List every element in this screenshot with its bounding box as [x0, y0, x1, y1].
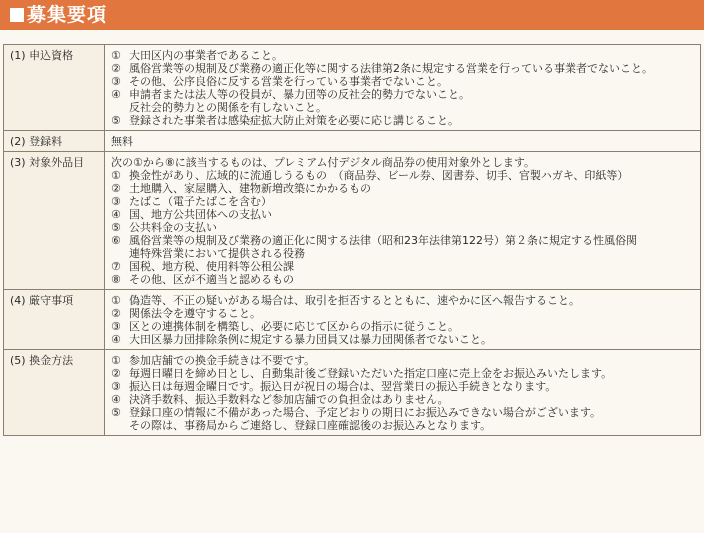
row-intro-text: 次の①から⑧に該当するものは、プレミアム付デジタル商品券の使用対象外とします。 — [111, 156, 535, 169]
list-item — [111, 333, 694, 346]
list-item — [111, 273, 694, 286]
item-text-line: 関係法令を遵守すること。 — [129, 307, 261, 320]
row-content — [105, 131, 701, 152]
item-text — [129, 367, 694, 380]
list-item — [111, 354, 694, 367]
item-text-line: 風俗営業等の規制及び業務の適正化に関する法律（昭和23年法律第122号）第２条に規定する性風俗関 — [129, 234, 637, 247]
item-number: ① — [111, 354, 121, 367]
row-label: (5) 換金方法 — [4, 350, 105, 436]
item-number: ⑤ — [111, 221, 121, 234]
table-row — [4, 350, 701, 436]
table-row — [4, 131, 701, 152]
item-number: ② — [111, 367, 121, 380]
item-text-line: 偽造等、不正の疑いがある場合は、取引を拒否するとともに、速やかに区へ報告すること。 — [129, 294, 580, 307]
item-number: ② — [111, 182, 121, 195]
item-text-line: 振込日は毎週金曜日です。振込日が祝日の場合は、翌営業日の振込手続きとなります。 — [129, 380, 557, 393]
item-text-line: 登録口座の情報に不備があった場合、予定どおりの期日にお振込みできない場合がございます。 — [129, 406, 602, 419]
item-text — [129, 307, 694, 320]
item-number: ⑤ — [111, 406, 121, 419]
list-item — [111, 406, 694, 432]
item-text — [129, 182, 694, 195]
square-bullet-icon — [10, 8, 24, 22]
row-label: (4) 厳守事項 — [4, 290, 105, 350]
item-number: ① — [111, 169, 121, 182]
list-item — [111, 234, 694, 260]
item-number: ③ — [111, 195, 121, 208]
list-item — [111, 380, 694, 393]
list-item — [111, 320, 694, 333]
item-text — [129, 380, 694, 393]
item-text — [129, 88, 694, 114]
item-text-line: 参加店舗での換金手続きは不要です。 — [129, 354, 316, 367]
row-content — [105, 152, 701, 290]
item-text — [129, 195, 694, 208]
table-row — [4, 152, 701, 290]
item-text-line: 大田区内の事業者であること。 — [129, 49, 283, 62]
item-text — [129, 393, 694, 406]
list-item — [111, 49, 694, 62]
item-number: ④ — [111, 333, 121, 346]
item-text-line: 公共料金の支払い — [129, 221, 217, 234]
list-item — [111, 182, 694, 195]
item-text-line: 風俗営業等の規制及び業務の適正化等に関する法律第2条に規定する営業を行っている事業者でないこと。 — [129, 62, 653, 75]
item-text — [129, 273, 694, 286]
row-label: (3) 対象外品目 — [4, 152, 105, 290]
section-title: 募集要項 — [27, 4, 108, 26]
row-content — [105, 290, 701, 350]
item-number: ⑧ — [111, 273, 121, 286]
list-item — [111, 294, 694, 307]
item-text-line: その他、公序良俗に反する営業を行っている事業者でないこと。 — [129, 75, 448, 88]
item-text-line: 国税、地方税、使用料等公租公課 — [129, 260, 294, 273]
item-text-line: 決済手数料、振込手数料など参加店舗での負担金はありません。 — [129, 393, 449, 406]
list-item — [111, 114, 694, 127]
item-text — [129, 333, 694, 346]
item-text-line: 国、地方公共団体への支払い — [129, 208, 272, 221]
item-text — [129, 234, 694, 260]
item-number: ③ — [111, 320, 121, 333]
item-text-line: 申請者または法人等の役員が、暴力団等の反社会的勢力でないこと。 — [129, 88, 470, 101]
list-item — [111, 169, 694, 182]
item-number: ④ — [111, 393, 121, 406]
item-number: ③ — [111, 380, 121, 393]
item-number: ④ — [111, 208, 121, 221]
item-text-line: 大田区暴力団排除条例に規定する暴力団員又は暴力団関係者でないこと。 — [129, 333, 492, 346]
item-text — [129, 62, 694, 75]
item-text-line: 連特殊営業において提供される役務 — [129, 247, 305, 260]
item-number: ② — [111, 62, 121, 75]
item-text — [129, 320, 694, 333]
section-title-bar — [0, 0, 704, 30]
list-item — [111, 367, 694, 380]
row-label: (2) 登録料 — [4, 131, 105, 152]
item-text — [129, 294, 694, 307]
table-row — [4, 45, 701, 131]
list-item — [111, 208, 694, 221]
item-text — [129, 406, 694, 432]
item-number: ① — [111, 294, 121, 307]
list-item — [111, 393, 694, 406]
item-text — [129, 75, 694, 88]
item-text — [129, 114, 694, 127]
row-content — [105, 350, 701, 436]
list-item — [111, 88, 694, 114]
list-item — [111, 62, 694, 75]
item-text-line: 土地購入、家屋購入、建物新増改築にかかるもの — [129, 182, 371, 195]
item-text — [129, 260, 694, 273]
item-text-line: 区との連携体制を構築し、必要に応じて区からの指示に従うこと。 — [129, 320, 459, 333]
list-item — [111, 221, 694, 234]
item-number: ④ — [111, 88, 121, 101]
item-number: ⑥ — [111, 234, 121, 247]
item-text — [129, 49, 694, 62]
item-text — [129, 354, 694, 367]
item-number: ③ — [111, 75, 121, 88]
item-number: ⑦ — [111, 260, 121, 273]
list-item — [111, 307, 694, 320]
item-text-line: 換金性があり、広域的に流通しうるもの （商品券、ビール券、図書券、切手、官製ハガキ、印紙等） — [129, 169, 629, 182]
item-text-line: 反社会的勢力との関係を有しないこと。 — [129, 101, 327, 114]
item-text — [129, 221, 694, 234]
requirements-table — [3, 44, 701, 436]
item-text-line: その他、区が不適当と認めるもの — [129, 273, 294, 286]
table-row — [4, 290, 701, 350]
row-content — [105, 45, 701, 131]
item-number: ② — [111, 307, 121, 320]
list-item — [111, 75, 694, 88]
item-text-line: その際は、事務局からご連絡し、登録口座確認後のお振込みとなります。 — [129, 419, 492, 432]
item-text — [129, 169, 694, 182]
item-number: ① — [111, 49, 121, 62]
item-text-line: 毎週日曜日を締め日とし、自動集計後ご登録いただいた指定口座に売上金をお振込みいたします。 — [129, 367, 613, 380]
item-text-line: たばこ（電子たばこを含む） — [129, 195, 272, 208]
item-number: ⑤ — [111, 114, 121, 127]
row-label: (1) 申込資格 — [4, 45, 105, 131]
list-item — [111, 260, 694, 273]
item-text-line: 登録された事業者は感染症拡大防止対策を必要に応じ講じること。 — [129, 114, 459, 127]
list-item — [111, 195, 694, 208]
item-text — [129, 208, 694, 221]
row-intro-text: 無料 — [111, 135, 133, 148]
